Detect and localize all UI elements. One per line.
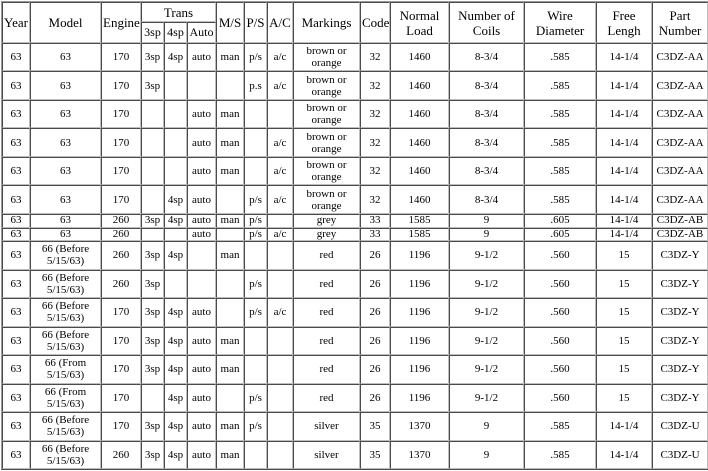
cell-model: 63 [30,71,101,99]
cell-model: 63 [30,157,101,185]
cell-trans-4sp: 4sp [164,298,187,326]
cell-part-number: C3DZ-Y [652,384,708,412]
cell-ps [244,355,267,383]
cell-model: 66 (Before 5/15/63) [30,412,101,440]
cell-ac [267,412,293,440]
cell-number-of-coils: 9-1/2 [449,384,524,412]
cell-trans-4sp: 4sp [164,214,187,228]
cell-trans-4sp [164,128,187,156]
cell-part-number: C3DZ-AB [652,228,708,242]
cell-engine: 170 [101,327,141,355]
header-free-length: Free Lengh [596,2,652,43]
header-part-number: Part Number [652,2,708,43]
cell-trans-4sp: 4sp [164,241,187,269]
header-model: Model [30,2,101,43]
cell-markings: red [293,327,360,355]
cell-wire-diameter: .560 [524,355,596,383]
cell-code: 32 [360,100,390,128]
cell-number-of-coils: 9-1/2 [449,355,524,383]
cell-wire-diameter: .585 [524,71,596,99]
cell-ps [244,241,267,269]
cell-number-of-coils: 8-3/4 [449,43,524,71]
cell-markings: silver [293,441,360,470]
cell-trans-4sp: 4sp [164,327,187,355]
cell-year: 63 [2,71,30,99]
cell-model: 66 (From 5/15/63) [30,384,101,412]
cell-engine: 170 [101,355,141,383]
cell-normal-load: 1196 [390,384,449,412]
cell-engine: 170 [101,185,141,213]
cell-trans-auto [187,270,216,298]
table-row [2,441,708,470]
cell-ms: man [216,241,244,269]
table-row [2,71,708,99]
cell-trans-3sp: 3sp [141,43,164,71]
cell-normal-load: 1585 [390,214,449,228]
cell-number-of-coils: 9-1/2 [449,270,524,298]
cell-markings: red [293,298,360,326]
cell-ms [216,228,244,242]
cell-year: 63 [2,100,30,128]
cell-engine: 260 [101,441,141,470]
table-row [2,100,708,128]
cell-ac [267,441,293,470]
cell-engine: 170 [101,43,141,71]
cell-part-number: C3DZ-AA [652,43,708,71]
cell-free-length: 14-1/4 [596,128,652,156]
cell-model: 63 [30,100,101,128]
cell-ms [216,270,244,298]
cell-wire-diameter: .605 [524,214,596,228]
cell-ms [216,71,244,99]
cell-code: 26 [360,355,390,383]
cell-trans-3sp [141,128,164,156]
cell-normal-load: 1460 [390,157,449,185]
cell-engine: 170 [101,128,141,156]
cell-ms: man [216,214,244,228]
cell-trans-auto: auto [187,384,216,412]
cell-trans-4sp: 4sp [164,43,187,71]
cell-code: 32 [360,185,390,213]
cell-trans-4sp: 4sp [164,384,187,412]
cell-normal-load: 1196 [390,241,449,269]
table-row [2,185,708,213]
cell-trans-4sp [164,157,187,185]
cell-trans-3sp: 3sp [141,298,164,326]
cell-model: 63 [30,228,101,242]
header-trans-3sp: 3sp [141,22,164,43]
header-ps: P/S [244,2,267,43]
cell-engine: 170 [101,100,141,128]
cell-free-length: 14-1/4 [596,185,652,213]
table-row [2,241,708,269]
cell-trans-3sp: 3sp [141,355,164,383]
cell-year: 63 [2,384,30,412]
cell-wire-diameter: .560 [524,241,596,269]
header-code: Code [360,2,390,43]
cell-code: 32 [360,43,390,71]
cell-free-length: 15 [596,298,652,326]
cell-engine: 260 [101,228,141,242]
cell-year: 63 [2,241,30,269]
cell-ps: p/s [244,185,267,213]
cell-ms: man [216,128,244,156]
cell-markings: grey [293,228,360,242]
cell-engine: 170 [101,71,141,99]
cell-ps: p/s [244,228,267,242]
cell-markings: brown or orange [293,157,360,185]
table-row [2,270,708,298]
cell-model: 63 [30,128,101,156]
cell-free-length: 14-1/4 [596,100,652,128]
cell-year: 63 [2,228,30,242]
cell-year: 63 [2,441,30,470]
cell-normal-load: 1460 [390,43,449,71]
cell-trans-auto: auto [187,327,216,355]
cell-normal-load: 1196 [390,355,449,383]
cell-part-number: C3DZ-AA [652,71,708,99]
cell-ac [267,241,293,269]
cell-normal-load: 1370 [390,412,449,440]
cell-trans-4sp [164,228,187,242]
cell-ms: man [216,100,244,128]
cell-trans-auto: auto [187,185,216,213]
cell-wire-diameter: .585 [524,441,596,470]
header-ac: A/C [267,2,293,43]
cell-trans-4sp [164,100,187,128]
cell-markings: silver [293,412,360,440]
cell-trans-4sp [164,270,187,298]
cell-wire-diameter: .585 [524,412,596,440]
cell-ps [244,128,267,156]
cell-free-length: 15 [596,241,652,269]
cell-wire-diameter: .585 [524,43,596,71]
cell-ms [216,298,244,326]
cell-free-length: 14-1/4 [596,214,652,228]
cell-number-of-coils: 8-3/4 [449,128,524,156]
cell-trans-3sp: 3sp [141,441,164,470]
cell-normal-load: 1196 [390,327,449,355]
table-row [2,355,708,383]
cell-year: 63 [2,327,30,355]
cell-trans-4sp: 4sp [164,441,187,470]
cell-ms: man [216,355,244,383]
cell-free-length: 14-1/4 [596,157,652,185]
cell-trans-3sp [141,228,164,242]
cell-trans-3sp [141,384,164,412]
cell-normal-load: 1460 [390,128,449,156]
cell-code: 33 [360,214,390,228]
cell-trans-auto [187,71,216,99]
cell-free-length: 15 [596,384,652,412]
cell-model: 66 (Before 5/15/63) [30,441,101,470]
cell-year: 63 [2,355,30,383]
cell-wire-diameter: .585 [524,185,596,213]
table-row [2,157,708,185]
cell-part-number: C3DZ-Y [652,241,708,269]
cell-part-number: C3DZ-Y [652,355,708,383]
cell-normal-load: 1460 [390,71,449,99]
table-row [2,384,708,412]
cell-trans-auto: auto [187,43,216,71]
cell-model: 66 (Before 5/15/63) [30,241,101,269]
cell-normal-load: 1196 [390,298,449,326]
cell-ms: man [216,43,244,71]
cell-code: 33 [360,228,390,242]
cell-engine: 260 [101,241,141,269]
table-row [2,298,708,326]
cell-code: 26 [360,298,390,326]
cell-ac: a/c [267,185,293,213]
cell-number-of-coils: 9-1/2 [449,241,524,269]
cell-model: 66 (From 5/15/63) [30,355,101,383]
cell-ac [267,100,293,128]
cell-number-of-coils: 8-3/4 [449,71,524,99]
cell-free-length: 14-1/4 [596,43,652,71]
header-year: Year [2,2,30,43]
cell-markings: brown or orange [293,128,360,156]
cell-markings: brown or orange [293,185,360,213]
cell-part-number: C3DZ-Y [652,327,708,355]
cell-trans-3sp: 3sp [141,270,164,298]
cell-number-of-coils: 9 [449,441,524,470]
cell-wire-diameter: .585 [524,100,596,128]
cell-free-length: 14-1/4 [596,71,652,99]
cell-free-length: 14-1/4 [596,441,652,470]
cell-ms [216,384,244,412]
cell-free-length: 15 [596,327,652,355]
cell-part-number: C3DZ-U [652,441,708,470]
cell-engine: 260 [101,214,141,228]
table-row [2,412,708,440]
table-row [2,128,708,156]
cell-trans-auto [187,241,216,269]
cell-trans-auto: auto [187,100,216,128]
cell-normal-load: 1585 [390,228,449,242]
header-trans: Trans [141,2,216,22]
cell-trans-auto: auto [187,128,216,156]
table-header [2,2,708,43]
cell-trans-auto: auto [187,228,216,242]
cell-trans-4sp: 4sp [164,185,187,213]
cell-trans-3sp: 3sp [141,412,164,440]
header-markings: Markings [293,2,360,43]
cell-ps: p/s [244,412,267,440]
cell-part-number: C3DZ-AA [652,185,708,213]
cell-ac: a/c [267,298,293,326]
cell-number-of-coils: 8-3/4 [449,100,524,128]
cell-year: 63 [2,412,30,440]
cell-part-number: C3DZ-AA [652,128,708,156]
cell-ac [267,214,293,228]
cell-number-of-coils: 9 [449,228,524,242]
cell-ac: a/c [267,71,293,99]
cell-trans-auto: auto [187,355,216,383]
cell-ps [244,327,267,355]
header-trans-auto: Auto [187,22,216,43]
cell-engine: 170 [101,412,141,440]
cell-ac: a/c [267,157,293,185]
cell-ps [244,441,267,470]
cell-trans-4sp [164,71,187,99]
cell-trans-auto: auto [187,412,216,440]
cell-ps [244,100,267,128]
cell-wire-diameter: .560 [524,298,596,326]
cell-ps: p/s [244,43,267,71]
cell-wire-diameter: .560 [524,327,596,355]
cell-trans-3sp [141,157,164,185]
cell-part-number: C3DZ-AA [652,157,708,185]
cell-code: 35 [360,412,390,440]
cell-wire-diameter: .560 [524,270,596,298]
cell-year: 63 [2,298,30,326]
cell-number-of-coils: 8-3/4 [449,157,524,185]
header-wire-diameter: Wire Diameter [524,2,596,43]
header-trans-4sp: 4sp [164,22,187,43]
cell-markings: red [293,384,360,412]
cell-year: 63 [2,270,30,298]
cell-year: 63 [2,185,30,213]
cell-year: 63 [2,43,30,71]
cell-ms: man [216,157,244,185]
cell-part-number: C3DZ-U [652,412,708,440]
cell-ac: a/c [267,228,293,242]
cell-ps: p/s [244,270,267,298]
cell-part-number: C3DZ-AB [652,214,708,228]
cell-code: 26 [360,327,390,355]
cell-ps: p.s [244,71,267,99]
header-normal-load: Normal Load [390,2,449,43]
cell-model: 66 (Before 5/15/63) [30,298,101,326]
cell-number-of-coils: 8-3/4 [449,185,524,213]
cell-number-of-coils: 9 [449,412,524,440]
cell-ps: p/s [244,384,267,412]
cell-code: 26 [360,241,390,269]
cell-ms: man [216,441,244,470]
cell-code: 32 [360,157,390,185]
cell-free-length: 14-1/4 [596,412,652,440]
cell-wire-diameter: .585 [524,128,596,156]
cell-code: 32 [360,128,390,156]
cell-year: 63 [2,214,30,228]
cell-wire-diameter: .585 [524,157,596,185]
cell-markings: brown or orange [293,43,360,71]
cell-normal-load: 1196 [390,270,449,298]
cell-trans-3sp: 3sp [141,71,164,99]
cell-ac: a/c [267,43,293,71]
cell-trans-3sp [141,185,164,213]
cell-trans-4sp: 4sp [164,412,187,440]
cell-code: 35 [360,441,390,470]
cell-ps: p/s [244,298,267,326]
cell-markings: grey [293,214,360,228]
table-row [2,214,708,228]
cell-wire-diameter: .560 [524,384,596,412]
cell-free-length: 15 [596,355,652,383]
cell-ac [267,327,293,355]
cell-markings: brown or orange [293,100,360,128]
table-body [2,43,708,469]
cell-model: 66 (Before 5/15/63) [30,270,101,298]
cell-wire-diameter: .605 [524,228,596,242]
cell-markings: red [293,355,360,383]
cell-model: 63 [30,43,101,71]
table-row [2,327,708,355]
cell-code: 32 [360,71,390,99]
cell-trans-3sp: 3sp [141,327,164,355]
cell-code: 26 [360,270,390,298]
cell-normal-load: 1460 [390,100,449,128]
cell-free-length: 15 [596,270,652,298]
cell-ps [244,157,267,185]
cell-trans-3sp [141,100,164,128]
cell-ms [216,185,244,213]
cell-trans-auto: auto [187,157,216,185]
header-number-of-coils: Number of Coils [449,2,524,43]
cell-ac [267,355,293,383]
cell-trans-auto: auto [187,441,216,470]
cell-markings: red [293,241,360,269]
cell-ac [267,270,293,298]
cell-ac [267,384,293,412]
cell-ps: p/s [244,214,267,228]
cell-number-of-coils: 9 [449,214,524,228]
cell-model: 63 [30,185,101,213]
cell-free-length: 14-1/4 [596,228,652,242]
cell-markings: brown or orange [293,71,360,99]
cell-ms: man [216,412,244,440]
table-row [2,228,708,242]
cell-code: 26 [360,384,390,412]
cell-part-number: C3DZ-Y [652,270,708,298]
cell-trans-3sp: 3sp [141,241,164,269]
cell-engine: 170 [101,298,141,326]
cell-normal-load: 1370 [390,441,449,470]
cell-year: 63 [2,157,30,185]
cell-trans-4sp: 4sp [164,355,187,383]
cell-engine: 170 [101,157,141,185]
table-row [2,43,708,71]
cell-markings: red [293,270,360,298]
cell-trans-3sp: 3sp [141,214,164,228]
spring-spec-table [1,1,708,470]
cell-model: 66 (Before 5/15/63) [30,327,101,355]
cell-ac: a/c [267,128,293,156]
cell-trans-auto: auto [187,214,216,228]
cell-number-of-coils: 9-1/2 [449,327,524,355]
header-engine: Engine [101,2,141,43]
cell-model: 63 [30,214,101,228]
cell-engine: 260 [101,270,141,298]
cell-number-of-coils: 9-1/2 [449,298,524,326]
cell-engine: 170 [101,384,141,412]
cell-normal-load: 1460 [390,185,449,213]
cell-year: 63 [2,128,30,156]
cell-part-number: C3DZ-Y [652,298,708,326]
header-ms: M/S [216,2,244,43]
cell-part-number: C3DZ-AA [652,100,708,128]
cell-ms: man [216,327,244,355]
cell-trans-auto: auto [187,298,216,326]
